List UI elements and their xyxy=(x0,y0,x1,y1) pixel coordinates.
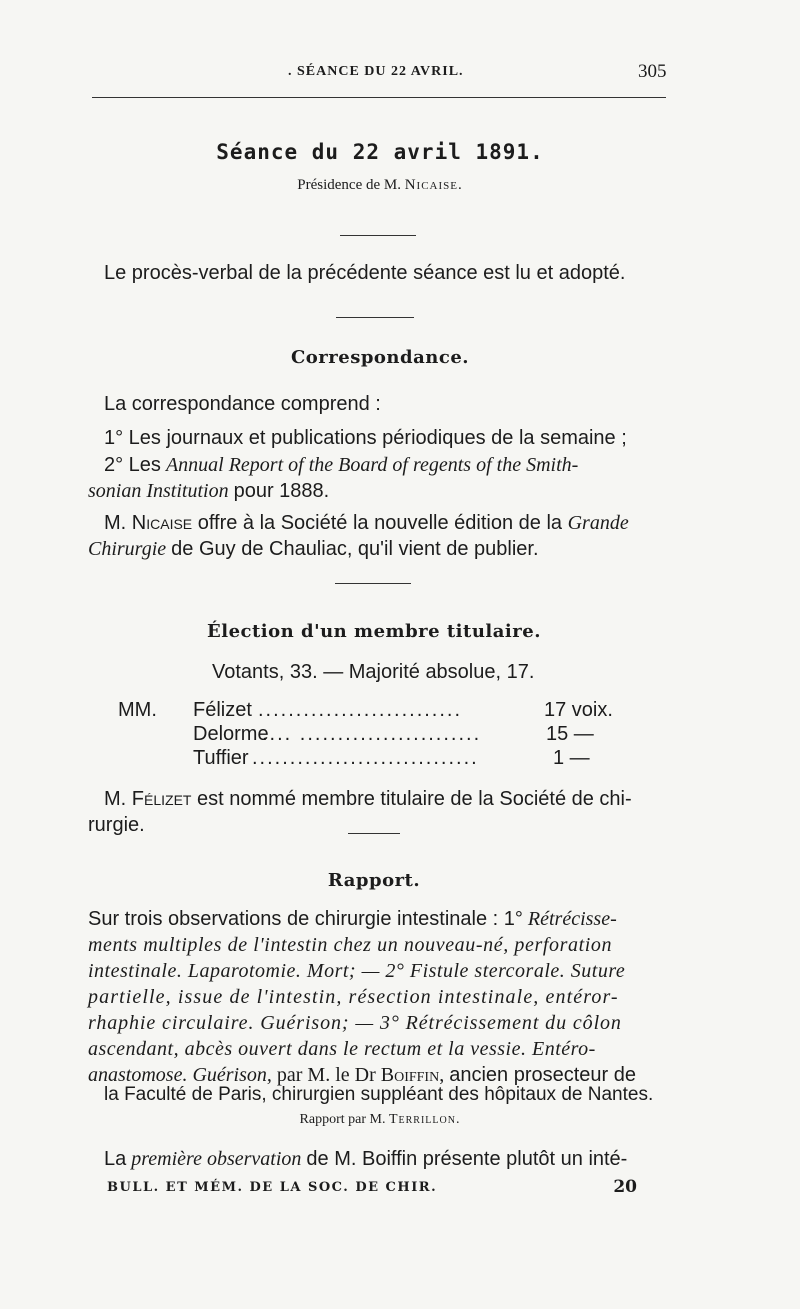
item2-title: Annual Report of the Board of regents of the Smith- xyxy=(165,454,579,476)
candidate-dots: ........................... xyxy=(258,699,463,721)
presidence-prefix: Présidence de M. xyxy=(297,177,401,193)
section-rule xyxy=(335,583,411,584)
rapport-heading: Rapport. xyxy=(327,870,421,891)
item2-title-cont: sonian Institution xyxy=(88,480,229,502)
section-rule xyxy=(340,235,416,236)
offer-prefix: M. xyxy=(104,512,127,534)
election-heading: Élection d'un membre titulaire. xyxy=(207,621,541,642)
footer-journal: BULL. ET MÉM. DE LA SOC. DE CHIR. xyxy=(107,1180,438,1195)
result-text: est nommé membre titulaire de la Société de chi- xyxy=(197,788,632,810)
candidate-votes: 15 — xyxy=(546,723,594,745)
rapport-line7-italic: anastomose. Guérison, xyxy=(88,1064,272,1086)
candidate-dots: .............................. xyxy=(252,747,479,769)
vote-mm-label: MM. xyxy=(118,699,157,721)
section-rule xyxy=(348,833,400,834)
rapport-last-line xyxy=(104,1148,627,1171)
candidate-name: Tuffier xyxy=(193,747,249,769)
rapport-by-line xyxy=(0,1112,760,1128)
section-rule xyxy=(336,317,414,318)
offer-italic-2: Chirurgie xyxy=(88,538,167,560)
rapport-line-6: ascendant, abcès ouvert dans le rectum et la vessie. Entéro- xyxy=(88,1038,596,1060)
header-rule xyxy=(92,97,666,98)
offer-text: offre à la Société la nouvelle édition de la xyxy=(197,512,563,534)
minutes-paragraph: Le procès-verbal de la précédente séance est lu et adopté. xyxy=(104,262,626,284)
rapport-by-name: Terrillon. xyxy=(388,1112,461,1127)
rapport-line-8: la Faculté de Paris, chirurgien suppléant des hôpitaux de Nantes. xyxy=(104,1084,654,1105)
correspondance-heading: Correspondance. xyxy=(290,347,470,368)
candidate-name: Félizet xyxy=(193,699,252,721)
rapport-line1-italic: Rétrécisse- xyxy=(527,908,617,930)
rapport-line7-text: par M. le Dr xyxy=(276,1064,376,1086)
page-number: 305 xyxy=(638,61,667,82)
rapport-line7-name: Boiffin, xyxy=(380,1064,445,1086)
correspondance-item-1: 1° Les journaux et publications périodiques de la semaine ; xyxy=(104,427,627,449)
page-footer xyxy=(107,1177,637,1197)
result-line-2: rurgie. xyxy=(88,814,145,836)
rapport-line-4: partielle, issue de l'intestin, résection intestinale, entéror- xyxy=(88,986,619,1008)
rapport-line-2: ments multiples de l'intestin chez un nouveau-né, perforation xyxy=(88,934,613,956)
rapport-line-5: rhaphie circulaire. Guérison; — 3° Rétrécissement du côlon xyxy=(88,1012,622,1034)
rapport-line7-end: ancien prosecteur de xyxy=(449,1064,637,1086)
rapport-by-prefix: Rapport par M. xyxy=(299,1112,386,1127)
last-italic: première observation xyxy=(131,1148,302,1170)
offer-name: Nicaise xyxy=(131,512,193,534)
result-prefix: M. xyxy=(104,788,127,810)
candidate-dots: .... ........................ xyxy=(262,723,482,745)
item2-prefix: 2° Les xyxy=(104,454,161,476)
rapport-line1-prefix: Sur trois observations de chirurgie intestinale : 1° xyxy=(88,908,523,930)
rapport-line-3: intestinale. Laparotomie. Mort; — 2° Fistule stercorale. Suture xyxy=(88,960,626,982)
correspondance-intro: La correspondance comprend : xyxy=(104,393,381,415)
last-text: de M. Boiffin présente plutôt un inté- xyxy=(306,1148,628,1170)
candidate-votes: 17 voix. xyxy=(544,699,613,721)
last-prefix: La xyxy=(104,1148,127,1170)
rapport-line-1 xyxy=(88,908,617,931)
votants-line: Votants, 33. — Majorité absolue, 17. xyxy=(212,661,535,683)
offer-end: de Guy de Chauliac, qu'il vient de publier. xyxy=(171,538,539,560)
presidence-name: Nicaise. xyxy=(404,177,463,193)
candidate-votes: 1 — xyxy=(553,747,590,769)
item2-suffix: pour 1888. xyxy=(233,480,330,502)
presidence-line xyxy=(0,177,760,194)
running-title: . SÉANCE DU 22 AVRIL. xyxy=(288,64,464,79)
candidate-name: Delorme xyxy=(193,723,269,745)
footer-sheet-number: 20 xyxy=(613,1177,637,1197)
result-name: Félizet xyxy=(131,788,192,810)
offer-italic-1: Grande xyxy=(567,512,629,534)
session-title: Séance du 22 avril 1891. xyxy=(216,140,544,164)
